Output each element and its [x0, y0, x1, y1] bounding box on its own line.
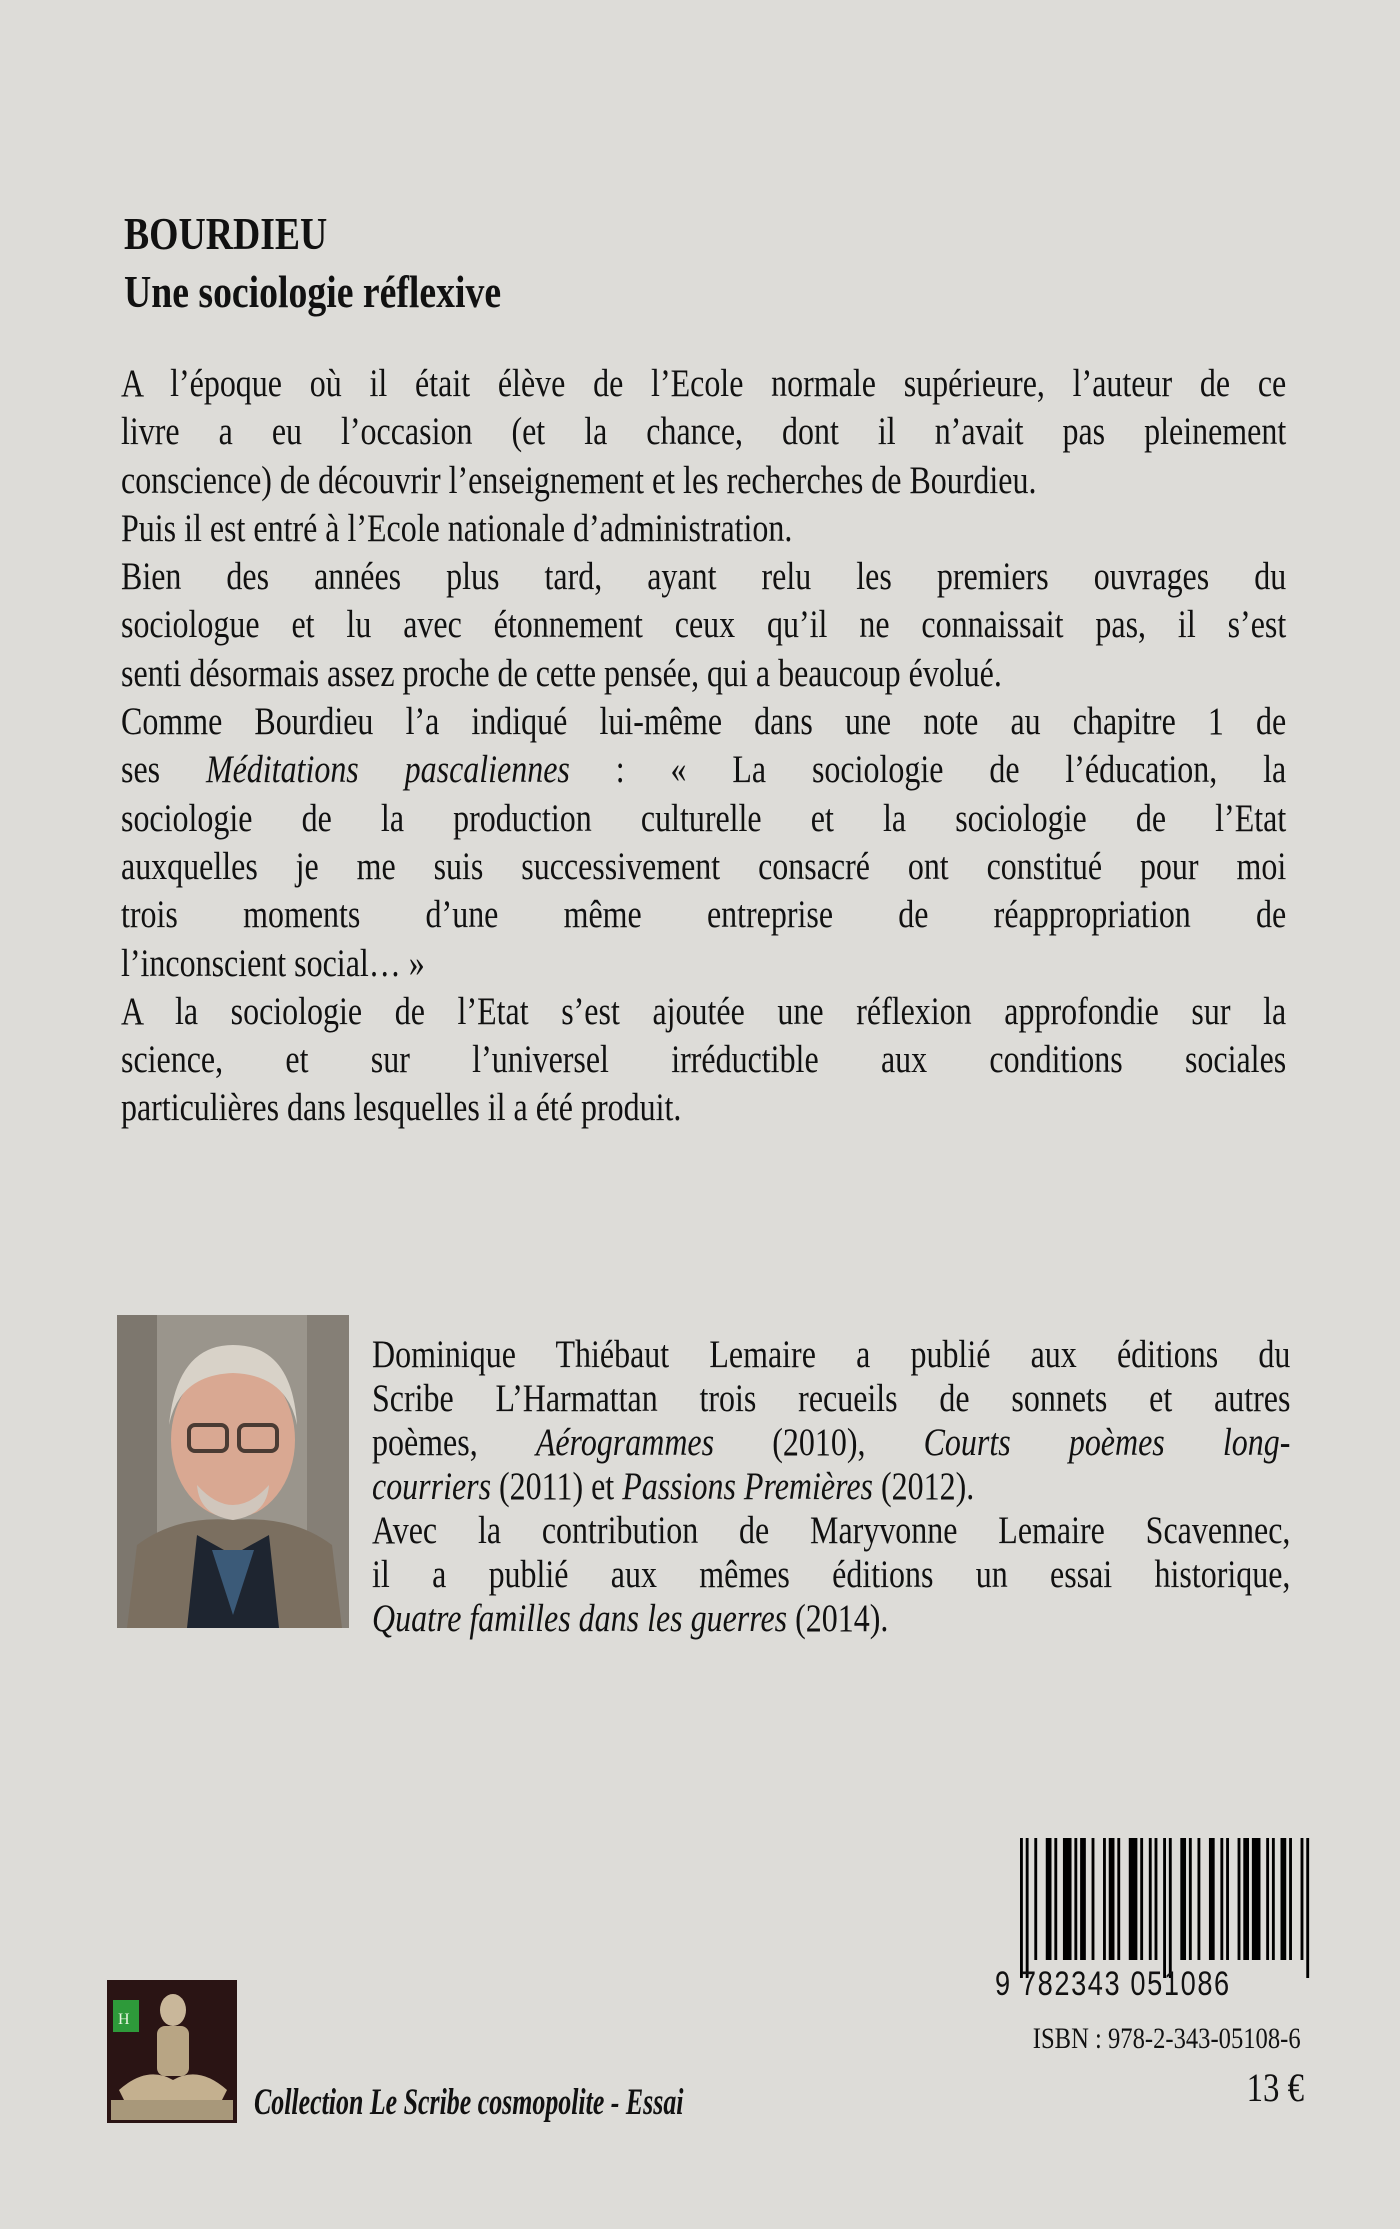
text-segment: (2014).: [787, 1597, 889, 1640]
blurb-line: [121, 601, 1286, 649]
barcode-bar: [1026, 1838, 1029, 1978]
barcode-bar: [1129, 1838, 1138, 1960]
barcode-bar: [1034, 1838, 1037, 1960]
text-segment: sociologie de la production culturelle et la sociologie de l’Etat: [121, 796, 1287, 840]
text-segment: A l’époque où il était élève de l’Ecole normale supérieure, l’auteur de ce: [121, 362, 1287, 405]
text-segment: Avec la contribution de Maryvonne Lemaire Scavennec,: [372, 1509, 1291, 1552]
blurb-line: [121, 698, 1286, 746]
text-segment: Puis il est entré à l’Ecole nationale d’administration.: [121, 506, 793, 550]
book-title: BOURDIEU: [124, 208, 328, 259]
barcode-bar: [1074, 1838, 1077, 1960]
author-photo: [117, 1315, 349, 1628]
barcode-bar: [1020, 1838, 1023, 1978]
blurb-line: [121, 505, 1286, 553]
text-segment: senti désormais assez proche de cette pensée, qui a beaucoup évolué.: [121, 651, 1002, 695]
barcode-bar: [1272, 1838, 1275, 1960]
barcode-bar: [1266, 1838, 1269, 1960]
blurb-line: [121, 1084, 1286, 1132]
text-segment: sociologue et lu avec étonnement ceux qu’il ne connaissait pas, il s’est: [121, 603, 1287, 647]
text-segment: Dominique Thiébaut Lemaire a publié aux éditions du: [372, 1333, 1291, 1376]
barcode-bar: [1155, 1838, 1158, 1960]
text-segment: auxquelles je me suis successivement consacré ont constitué pour moi: [121, 844, 1287, 888]
blurb-line: [121, 457, 1286, 505]
text-segment: particulières dans lesquelles il a été produit.: [121, 1086, 682, 1130]
barcode-bar: [1092, 1838, 1095, 1960]
text-segment: l’inconscient social… »: [121, 941, 425, 985]
barcode-bar: [1046, 1838, 1052, 1960]
text-segment: trois moments d’une même entreprise de réappropriation de: [121, 893, 1287, 937]
barcode-bar: [1149, 1838, 1152, 1960]
blurb-text: [121, 360, 1286, 1133]
blurb-line: [121, 1036, 1286, 1084]
barcode-bar: [1109, 1838, 1115, 1960]
blurb-line: [121, 988, 1286, 1036]
barcode-bar: [1169, 1838, 1172, 1978]
blurb-line: [121, 360, 1286, 408]
barcode-bar: [1163, 1838, 1166, 1978]
barcode-bar: [1252, 1838, 1261, 1960]
text-segment: : « La sociologie de l’éducation, la: [569, 748, 1287, 792]
barcode-bar: [1103, 1838, 1106, 1960]
italic-title: Méditations pascaliennes: [205, 748, 570, 792]
text-segment: ses: [121, 748, 206, 792]
text-segment: conscience) de découvrir l’enseignement et les recherches de Bourdieu.: [121, 458, 1037, 502]
barcode-bar: [1243, 1838, 1249, 1960]
text-segment: A la sociologie de l’Etat s’est ajoutée une réflexion approfondie sur la: [121, 989, 1287, 1033]
blurb-line: [121, 891, 1286, 939]
blurb-line: [121, 940, 1286, 988]
barcode-bar: [1140, 1838, 1143, 1960]
blurb-line: [121, 650, 1286, 698]
text-segment: Bien des années plus tard, ayant relu les premiers ouvrages du: [121, 555, 1287, 599]
bio-line: [372, 1421, 1290, 1465]
text-segment: (2011) et: [491, 1465, 623, 1508]
cover-title-block: [124, 205, 944, 321]
bio-line: [372, 1553, 1290, 1597]
blurb-line: [121, 553, 1286, 601]
bio-line: [372, 1377, 1290, 1421]
barcode-bar: [1220, 1838, 1223, 1960]
bio-line: [372, 1509, 1290, 1553]
blurb-line: [121, 408, 1286, 456]
text-segment: science, et sur l’universel irréductible aux conditions sociales: [121, 1038, 1287, 1082]
text-segment: il a publié aux mêmes éditions un essai historique,: [372, 1553, 1291, 1596]
text-segment: (2012).: [872, 1465, 975, 1508]
bio-line: [372, 1597, 1290, 1641]
barcode-bar: [1117, 1838, 1120, 1960]
collection-name: Collection Le Scribe cosmopolite - Essai: [254, 2082, 684, 2123]
barcode-digits: 9 782343 051086: [995, 1965, 1231, 2003]
barcode-bar: [1289, 1838, 1292, 1960]
author-bio: [372, 1333, 1290, 1641]
text-segment: livre a eu l’occasion (et la chance, dont il n’avait pas pleinement: [121, 410, 1287, 454]
blurb-line: [121, 843, 1286, 891]
italic-title: Quatre familles dans les guerres: [372, 1597, 788, 1640]
bio-line: [372, 1465, 1290, 1509]
barcode-bar: [1189, 1838, 1192, 1960]
barcode-bar: [1180, 1838, 1186, 1960]
italic-title: Aérogrammes: [535, 1421, 715, 1464]
barcode-bar: [1238, 1838, 1241, 1960]
italic-title: Courts poèmes long-: [923, 1421, 1291, 1464]
text-segment: (2010),: [714, 1421, 924, 1464]
book-subtitle: Une sociologie réflexive: [124, 266, 502, 317]
barcode-bar: [1226, 1838, 1229, 1960]
publisher-logo: [107, 1980, 237, 2123]
text-segment: Comme Bourdieu l’a indiqué lui-même dans une note au chapitre 1 de: [121, 700, 1287, 744]
text-segment: Scribe L’Harmattan trois recueils de sonnets et autres: [372, 1377, 1291, 1420]
isbn: ISBN : 978-2-343-05108-6: [1033, 2022, 1301, 2055]
text-segment: poèmes,: [372, 1421, 536, 1464]
bio-line: [372, 1333, 1290, 1377]
italic-title: Passions Premières: [622, 1465, 873, 1508]
barcode-bar: [1209, 1838, 1215, 1960]
barcode-bar: [1197, 1838, 1200, 1960]
italic-title: courriers: [372, 1465, 492, 1508]
barcode-bar: [1281, 1838, 1287, 1960]
blurb-line: [121, 746, 1286, 794]
logo-text: H: [118, 2011, 130, 2028]
barcode-bar: [1306, 1838, 1309, 1978]
barcode-bar: [1301, 1838, 1304, 1960]
barcode: [1020, 1838, 1312, 1978]
barcode-bar: [1080, 1838, 1086, 1960]
barcode-bar: [1063, 1838, 1072, 1960]
blurb-line: [121, 795, 1286, 843]
price: 13 €: [1246, 2065, 1304, 2110]
barcode-bar: [1054, 1838, 1057, 1960]
